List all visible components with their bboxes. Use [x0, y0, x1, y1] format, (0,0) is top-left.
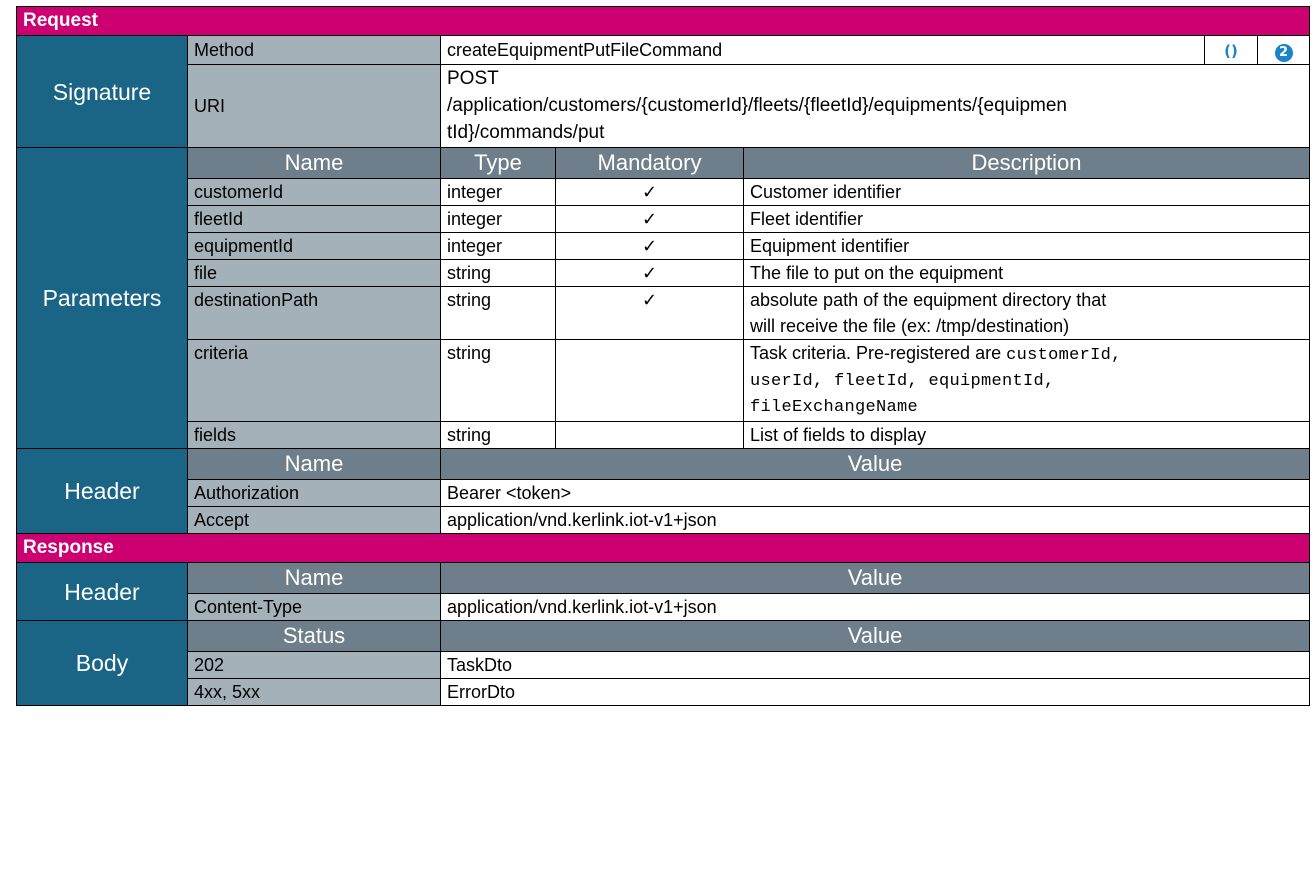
col-header-value: Value — [441, 449, 1310, 480]
param-type: integer — [441, 179, 556, 206]
mandatory-empty — [556, 340, 744, 422]
body-value: ErrorDto — [441, 679, 1310, 706]
param-name: file — [188, 260, 441, 287]
param-row — [17, 179, 1310, 206]
param-description: List of fields to display — [744, 422, 1310, 449]
body-value: TaskDto — [441, 652, 1310, 679]
mandatory-check-icon: ✓ — [556, 233, 744, 260]
criteria-code: customerId, — [1006, 346, 1122, 365]
signature-method-row — [17, 36, 1310, 65]
param-description: Fleet identifier — [744, 206, 1310, 233]
body-status: 202 — [188, 652, 441, 679]
criteria-prefix: Task criteria. Pre-registered are — [750, 343, 1007, 363]
param-type: string — [441, 287, 556, 340]
request-header-col-row — [17, 449, 1310, 480]
param-row — [17, 233, 1310, 260]
response-title: Response — [17, 534, 1310, 563]
col-header-value: Value — [441, 621, 1310, 652]
col-header-status: Status — [188, 621, 441, 652]
header-value: application/vnd.kerlink.iot-v1+json — [441, 594, 1310, 621]
response-header-label: Header — [17, 563, 188, 621]
uri-method: POST — [447, 68, 499, 89]
col-header-name: Name — [188, 563, 441, 594]
api-spec-table — [16, 6, 1310, 706]
param-type: integer — [441, 233, 556, 260]
uri-path-line2: tId}/commands/put — [447, 122, 605, 143]
mandatory-check-icon: ✓ — [556, 260, 744, 287]
col-header-name: Name — [188, 148, 441, 179]
param-name: fleetId — [188, 206, 441, 233]
body-status: 4xx, 5xx — [188, 679, 441, 706]
param-description-line2: will receive the file (ex: /tmp/destination) — [750, 316, 1070, 336]
request-header-row — [17, 480, 1310, 507]
uri-value — [441, 65, 1310, 148]
request-header-label: Header — [17, 449, 188, 534]
criteria-code: userId, fleetId, equipmentId, — [750, 372, 1055, 391]
param-description — [744, 287, 1310, 340]
header-value: Bearer <token> — [441, 480, 1310, 507]
body-label: Body — [17, 621, 188, 706]
col-header-type: Type — [441, 148, 556, 179]
method-number-icon: 2 — [1258, 36, 1310, 65]
parameters-header-row — [17, 148, 1310, 179]
param-description: Equipment identifier — [744, 233, 1310, 260]
response-header-row — [17, 594, 1310, 621]
body-col-row — [17, 621, 1310, 652]
request-section-bar — [17, 7, 1310, 36]
body-row — [17, 652, 1310, 679]
param-name: criteria — [188, 340, 441, 422]
header-name: Accept — [188, 507, 441, 534]
header-value: application/vnd.kerlink.iot-v1+json — [441, 507, 1310, 534]
param-name: destinationPath — [188, 287, 441, 340]
uri-label: URI — [188, 65, 441, 148]
param-name: equipmentId — [188, 233, 441, 260]
mandatory-check-icon: ✓ — [556, 206, 744, 233]
method-value: createEquipmentPutFileCommand — [441, 36, 1205, 65]
param-row — [17, 206, 1310, 233]
param-description — [744, 340, 1310, 422]
col-header-mandatory: Mandatory — [556, 148, 744, 179]
body-row — [17, 679, 1310, 706]
response-header-col-row — [17, 563, 1310, 594]
param-type: string — [441, 422, 556, 449]
header-name: Authorization — [188, 480, 441, 507]
response-section-bar — [17, 534, 1310, 563]
col-header-description: Description — [744, 148, 1310, 179]
param-name: fields — [188, 422, 441, 449]
col-header-value: Value — [441, 563, 1310, 594]
request-header-row — [17, 507, 1310, 534]
signature-label: Signature — [17, 36, 188, 148]
param-description: Customer identifier — [744, 179, 1310, 206]
method-brace-icon: () — [1205, 36, 1258, 65]
param-description-line1: absolute path of the equipment directory that — [750, 290, 1107, 310]
mandatory-check-icon: ✓ — [556, 287, 744, 340]
method-label: Method — [188, 36, 441, 65]
param-row — [17, 260, 1310, 287]
param-row — [17, 422, 1310, 449]
criteria-code: fileExchangeName — [750, 398, 919, 417]
param-description: The file to put on the equipment — [744, 260, 1310, 287]
header-name: Content-Type — [188, 594, 441, 621]
signature-uri-row — [17, 65, 1310, 148]
param-row — [17, 340, 1310, 422]
uri-path-line1: /application/customers/{customerId}/fleets/{fleetId}/equipments/{equipmen — [447, 95, 1067, 116]
param-type: string — [441, 340, 556, 422]
param-row — [17, 287, 1310, 340]
parameters-label: Parameters — [17, 148, 188, 449]
param-name: customerId — [188, 179, 441, 206]
param-type: string — [441, 260, 556, 287]
request-title: Request — [17, 7, 1310, 36]
mandatory-check-icon: ✓ — [556, 179, 744, 206]
col-header-name: Name — [188, 449, 441, 480]
mandatory-empty — [556, 422, 744, 449]
param-type: integer — [441, 206, 556, 233]
